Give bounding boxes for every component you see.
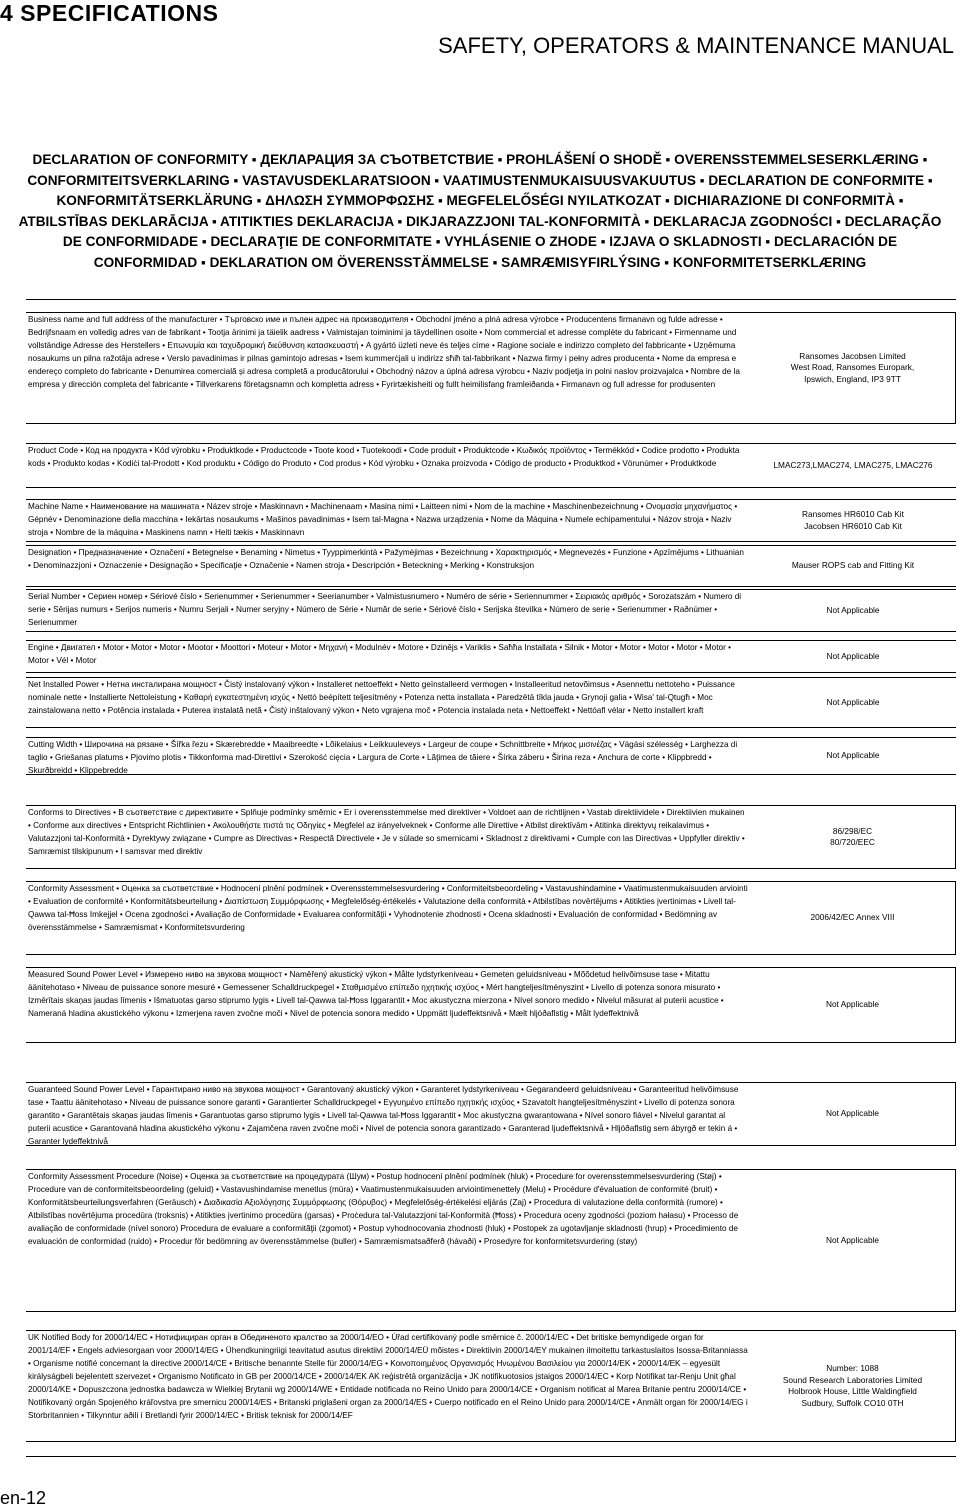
- row-value: Not Applicable: [826, 696, 880, 707]
- row-value: 2006/42/EC Annex VIII: [810, 912, 895, 923]
- row-value: LMAC273,LMAC274, LMAC275, LMAC276: [773, 459, 933, 470]
- machine-name-row: [26, 499, 956, 542]
- row-label: Conformity Assessment Procedure (Noise) • Оценка за съответствие на процедурата (Шум) • Postup hodnocení plnění podmínek (hluk) • Procedure for overensstemmelsesvurdering (Støj) • Procedure van de conformiteitsbeoordeling (geluid) • Vastavushindamise menetlus (müra) • Vaatimustenmukaisuuden arviointimenettely (Melu) • Procédure d'évaluation de conformité (bruit) • Konformitätsbeurteilungsverfahren (Geräusch) • Διαδικασία Αξιολόγησης Συμμόρφωσης (Θόρυβος) • Megfelelőség-értékelési eljárás (Zaj) • Procedura di valutazione della conformità (rumore) • Atbilstības novērtējuma procedūra (troksnis) • Atitikties įvertinimo procedūra (garsas) • Proċedura tal-Valutazzjoni tal-Konformità (Ħoss) • Procedura oceny zgodności (poziom hałasu) • Processo de avaliação de conformidade (nível sonoro) Procedura de evaluare a conformităţii (zgomot) • Postup vyhodnocovania zhodnosti (hluk) • Postopek za ugotavljanje skladnosti (hrup) • Procedimiento de evaluación de conformidad (ruido) • Procedur för bedömning av överensstämmelse (buller) • Samræmismatsaðferð (hávaði) • Prosedyre for konformitetsvurdering (støy): [28, 1172, 739, 1246]
- row-label: Business name and full address of the manufacturer • Търговско име и пълен адрес на производителя • Obchodní jméno a plná adresa výrobce • Producentens firmanavn og fulde adresse • Bedrijfsnaam en volledig adres van de fabrikant • Tootja ärinimi ja täielik aadress • Valmistajan toiminimi ja täydellinen osoite • Nom commercial et adresse complète du fabricant • Firmenname und vollständige Adresse des Herstellers • Επωνυμία και ταχυδρομική διεύθυνση κατασκευαστή • A gyártó üzleti neve és teljes címe • Ragione sociale e indirizzo completo del fabbricante • Uzņēmuma nosaukums un pilna ražotāja adrese • Verslo pavadinimas ir pilnas gamintojo adresas • Isem kummerċjali u indirizz sħiħ tal-fabbrikant • Nazwa firmy i pełny adres producenta • Nome da empresa e endereço completo do fabricante • Denumirea comercială și adresa completă a producătorului • Obchodný názov a úplná adresa výrobcu • Naziv podjetja in polni naslov proizvajalca • Nombre de la empresa y dirección completa del fabricante • Tillverkarens företagsnamn och kompletta adress • Fyrirtækisheiti og fullt heimilisfang framleiðanda • Firmanavn og full adresse for produsenten: [28, 315, 740, 389]
- guaranteed-sound-row: [26, 1082, 956, 1146]
- row-label: Designation • Предназначение • Označení • Betegnelse • Benaming • Nimetus • Tyyppimerkintä • Pažymėjimas • Bezeichnung • Χαρακτηρισμός • Megnevezés • Funzione • Apzīmējums • Lithuanian • Denominazzjoni • Oznaczenie • Designação • Specificaţie • Označenie • Namen stroja • Descripción • Beteckning • Merking • Konstruksjon: [28, 548, 744, 570]
- row-label: Conforms to Directives • В съответствие с директивите • Splňuje podmínky směrnic • Er i overensstemmelse med direktiver • Voldoet aan de richtlijnen • Vastab direktiividele • Direktiivien mukainen • Conforme aux directives • Entspricht Richtlinien • Ακολουθήστε πιστά τις Οδηγίες • Megfelel az irányelveknek • Conforme alle Direttive • Atbilst direktīvām • Atitinka direktyvų reikalavimus • Valutazzjoni tal-Konformità • Dyrektywy związane • Cumpre as Directivas • Respectă Directivele • Je v súlade so smernicami • Skladnost z direktivami • Cumple con las Directivas • Uppfyller direktiv • Samræmist tilskipunum • I samsvar med direktiv: [28, 808, 745, 856]
- row-label: Cutting Width • Широчина на рязане • Šířka řezu • Skærebredde • Maaibreedte • Lõikelaius • Leikkuuleveys • Largeur de coupe • Schnittbreite • Μήκος μισινέζας • Vágási szélesség • Larghezza di taglio • Griešanas platums • Pjovimo plotis • Tikkonforma mad-Direttivi • Szerokość cięcia • Largura de Corte • Lăţimea de tăiere • Šírka záberu • Širina reza • Anchura de corte • Klippbredd • Skurðbreidd • Klippebredde: [28, 740, 738, 774]
- row-value: Ransomes Jacobsen Limited West Road, Ransomes Europark, Ipswich, England, IP3 9TT: [790, 350, 915, 384]
- row-value: Not Applicable: [825, 1234, 880, 1245]
- row-value: Number: 1088 Sound Research Laboratories Limited Holbrook House, Little Waldingfield Sudbury, Suffolk CO10 0TH: [782, 1363, 923, 1408]
- cutting-width-row: [26, 737, 956, 775]
- row-label: Product Code • Код на продукта • Kód výrobku • Produktkode • Productcode • Toote kood • Tuotekoodi • Code produit • Produktcode • Κωδικός προϊόντος • Termékkód • Codice prodotto • Produkta kods • Produkto kodas • Kodiċi tal-Prodott • Kod produktu • Código do Produto • Cod produs • Kód výrobku • Oznaka proizvoda • Código de producto • Produktkod • Vörunúmer • Produktkode: [28, 446, 740, 468]
- row-label: Guaranteed Sound Power Level • Гарантирано ниво на звукова мощност • Garantovaný akustický výkon • Garanteret lydstyrkeniveau • Gegarandeerd geluidsniveau • Garanteeritud helivõimsuse tase • Taattu äänitehotaso • Niveau de puissance sonore garanti • Garantierter Schalldruckpegel • Εγγυημένο επίπεδο ηχητικής ισχύος • Szavatolt hangteljesítményszint • Livello di potenza sonora garantito • Garantētais skaņas jaudas līmenis • Garantuotas garso stiprumo lygis • Livell tal-Qawwa tal-Ħoss Iggarantit • Moc akustyczna gwarantowana • Nível sonoro fiável • Nivelul garantat al puterii acustice • Garantovaná hladina akustického výkonu • Zajamčena raven zvočne moči • Nivel de potencia sonora garantizado • Garanterad ljudeffektsnivå • Hljóðaflstig sem ábyrgð er tekin á • Garanter lydeffektnivå: [28, 1085, 739, 1145]
- section-heading: 4 SPECIFICATIONS: [0, 0, 219, 26]
- table-top-rule: [26, 299, 956, 300]
- product-code-row: [26, 443, 956, 488]
- row-value: 86/298/EC 80/720/EEC: [830, 825, 875, 847]
- row-label: Conformity Assessment • Оценка за съответствие • Hodnocení plnění podmínek • Overensstemmelsesvurdering • Conformiteitsbeoordeling • Vastavushindamine • Vaatimustenmukaisuuden arviointi • Evaluation de conformité • Konformitätsbeurteilung • Διαπίστωση Συμμόρφωσης • Megfelelőség-értékelés • Valutazione della conformità • Atbilstības novērtējums • Atitikties įvertinimas • Livell tal-Qawwa tal-Ħoss Imkejjel • Ocena zgodności • Avaliação de Conformidade • Evaluarea conformităţii • Vyhodnotenie zhodnosti • Ocena skladnosti • Evaluación de conformidad • Bedömning av överensstämmelse • Samræmismat • Konformitetsvurdering: [28, 884, 748, 932]
- row-value: Not Applicable: [825, 999, 880, 1010]
- designation-row: [26, 545, 956, 587]
- row-label: Measured Sound Power Level • Измерено ниво на звукова мощност • Naměřený akustický výkon • Målte lydstyrkeniveau • Gemeten geluidsniveau • Mõõdetud helivõimsuse tase • Mitattu äänitehotaso • Niveau de puissance sonore mesuré • Gemessener Schalldruckpegel • Σταθμισμένο επίπεδο ηχητικής ισχύος • Mért hangteljesítményszint • Livello di potenza sonora misurato • Izmērītais skaņas jaudas līmenis • Išmatuotas garso stiprumo lygis • Livell tal-Qawwa tal-Ħoss Iggarantit • Moc akustyczna mierzona • Nível sonoro medido • Nivelul măsurat al puterii acustice • Nameraná hladina akustického výkonu • Izmerjena raven zvočne moči • Nivel de potencia sonora medido • Uppmätt ljudeffektsnivå • Mælt hljóðaflstig • Målt lydeffektnivå: [28, 970, 724, 1018]
- row-label: Engine • Двигател • Motor • Motor • Motor • Mootor • Moottori • Moteur • Motor • Μηχανή • Modulnév • Motore • Dzinējs • Variklis • Saħħa Installata • Silnik • Motor • Motor • Motor • Motor • Motor • Motor • Vél • Motor: [28, 643, 731, 665]
- declaration-title: DECLARATION OF CONFORMITY ▪ ДЕКЛАРАЦИЯ ЗА СЪОТВЕТСТВИЕ ▪ PROHLÁŠENÍ O SHODĚ ▪ OVERENSSTEMMELSESERKLÆRING ▪ CONFORMITEITSVERKLARING ▪ VASTAVUSDEKLARATSIOON ▪ VAATIMUSTENMUKAISUUSVAKUUTUS ▪ DECLARATION DE CONFORMITE ▪ KONFORMITÄTSERKLÄRUNG ▪ ΔΗΛΩΣΗ ΣΥΜΜΟΡΦΩΣΗΣ ▪ MEGFELELŐSÉGI NYILATKOZAT ▪ DICHIARAZIONE DI CONFORMITÀ ▪ ATBILSTĪBAS DEKLARĀCIJA ▪ ATITIKTIES DEKLARACIJA ▪ DIKJARAZZJONI TAL-KONFORMITÀ ▪ DEKLARACJA ZGODNOŚCI ▪ DECLARAÇÃO DE CONFORMIDADE ▪ DECLARAŢIE DE CONFORMITATE ▪ VYHLÁSENIE O ZHODE ▪ IZJAVA O SKLADNOSTI ▪ DECLARACIÓN DE CONFORMIDAD ▪ DEKLARATION OM ÖVERENSSTÄMMELSE ▪ SAMRÆMISYFIRLÝSING ▪ KONFORMITETSERKLÆRING: [18, 152, 942, 270]
- row-value: Not Applicable: [826, 750, 880, 761]
- net-power-row: [26, 677, 956, 728]
- conformity-assessment-row: [26, 881, 956, 955]
- row-value: Mauser ROPS cab and Fitting Kit: [791, 560, 915, 571]
- row-value: Ransomes HR6010 Cab Kit Jacobsen HR6010 Cab Kit: [802, 509, 904, 531]
- row-label: Net Installed Power • Нетна инсталирана мощност • Čistý instalovaný výkon • Installeret nettoeffekt • Netto geïnstalleerd vermogen • Installeeritud netovõimsus • Asennettu nettoteho • Puissance nominale nette • Installierte Nettoleistung • Καθαρή εγκατεστημένη ισχύς • Nettó beépített teljesítmény • Potenza netta installata • Paredzētā tīkla jauda • Grynoji galia • Wisa' tal-Qtugħ • Moc zainstalowana netto • Potência instalada • Puterea instalată netă • Čistý inštalovaný výkon • Neto vgrajena moč • Potencia instalada neta • Nettoeffekt • Nettóafl vélar • Netto installert kraft: [28, 680, 735, 715]
- measured-sound-row: [26, 967, 956, 1043]
- manufacturer-row: [26, 312, 956, 424]
- noise-procedure-row: [26, 1169, 956, 1312]
- table-bottom-rule: [26, 1456, 956, 1457]
- page-number: en-12: [0, 1488, 47, 1508]
- serial-number-row: [26, 589, 956, 632]
- row-value: Not Applicable: [826, 604, 880, 615]
- notified-body-row: [26, 1330, 956, 1442]
- row-label: Serial Number • Сериен номер • Sériové číslo • Serienummer • Serienummer • Seerianumber • Valmistusnumero • Numéro de série • Seriennummer • Σειριακός αριθμός • Sorozatszám • Numero di serie • Sērijas numurs • Serijos numeris • Numru Serjali • Numer seryjny • Número de Série • Număr de serie • Sériové číslo • Serijska številka • Número de serie • Serienummer • Raðnúmer • Serienummer: [28, 592, 742, 627]
- row-value: Not Applicable: [826, 650, 880, 661]
- engine-row: [26, 640, 956, 673]
- row-value: Not Applicable: [825, 1108, 880, 1119]
- row-label: Machine Name • Наименование на машината • Název stroje • Maskinnavn • Machinenaam • Masina nimi • Laitteen nimi • Nom de la machine • Maschinenbezeichnung • Ονομασία μηχανήματος • Gépnév • Denominazione della macchina • Iekārtas nosaukums • Mašinos pavadinimas • Isem tal-Magna • Nazwa urządzenia • Nome da Máquina • Numele echipamentului • Názov stroja • Naziv stroja • Nombre de la máquina • Maskinens namn • Heiti tækis • Maskinnavn: [28, 502, 738, 537]
- row-label: UK Notified Body for 2000/14/EC • Нотифициран орган в Обединеното кралство за 2000/14/EO • Úřad certifikovaný podle směrnice č. 2000/14/EC • Det britiske bemyndigede organ for 2001/14/EF • Engels adviesorgaan voor 2000/14/EG • Ühendkuningriigi teavitatud asutus direktiivi 2000/14/EÜ mõistes • Direktiivin 2000/14/EY mukainen ilmoitettu tarkastuslaitos Isossa-Britanniassa • Organisme notifié concernant la directive 2000/14/CE • Britische benannte Stelle für 2000/14/EG • Κοινοποιημένος Οργανισμός Ηνωμένου Βασιλείου για 2000/14/EK • 2000/14/EK – egyesült királyságbeli bejelentett szervezet • Organismo Notificato in GB per 2000/14/CE • 2000/14/EK AK reģistrētā organizācija • JK notifikuotosios įstaigos 2000/14/EC • Korp Notifikat tar-Renju Unit għal 2000/14/KE • Dopuszczona jednostka badawcza w Wielkiej Brytanii wg 2000/14/WE • Entidade notificada no Reino Unido para 2000/14/CE • Organism notificat al Marea Britanie pentru 2000/14/CE • Notifikovaný orgán Spojeného kráľovstva pre smernicu 2000/14/ES • Britanski priglašeni organ za 2000/14/ES • Cuerpo notificado en el Reino Unido para 2000/14/CE • Anmält organ för 2000/14/EG i Storbritannien • Tilkynntur aðili í Bretlandi fyrir 2000/14/EC • Britisk teknisk for 2000/14/EF: [28, 1333, 748, 1420]
- manual-title: SAFETY, OPERATORS & MAINTENANCE MANUAL: [438, 33, 954, 58]
- directives-row: [26, 805, 956, 869]
